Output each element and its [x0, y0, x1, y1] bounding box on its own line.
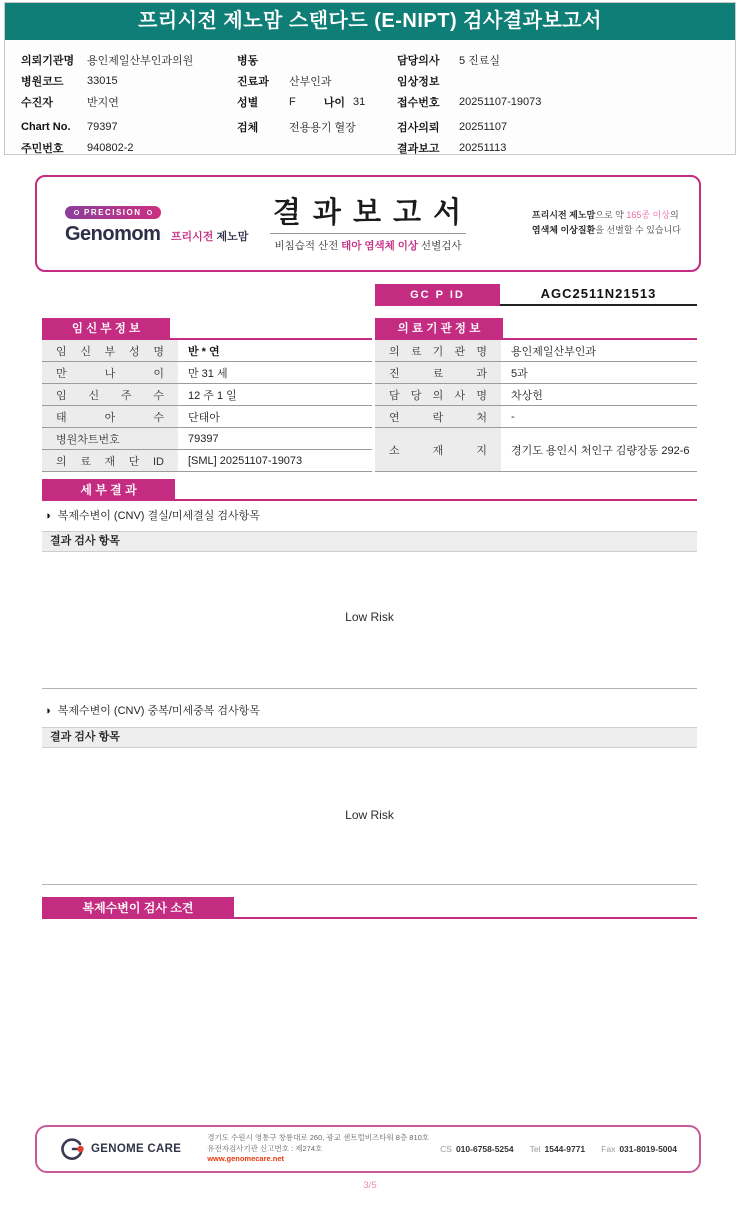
result-banner [35, 175, 701, 272]
table-row: 만 나 이 만 31 세 [42, 362, 372, 384]
table-row: 담 당 의 사 명 차상헌 [375, 384, 697, 406]
section-divider [42, 688, 697, 689]
table-row: 소 재 지 경기도 용인시 처인구 김량장동 292-6 [375, 428, 697, 472]
field-patient-name: 수진자 반지연 [21, 96, 119, 109]
table-row: 의 료 기 관 명 용인제일산부인과 [375, 340, 697, 362]
header-column-1 [21, 49, 233, 158]
field-receipt-no: 접수번호 20251107-19073 [397, 95, 542, 109]
field-ward: 병동 [237, 54, 259, 67]
brand-name-korean: 프리시전 제노맘 [170, 231, 249, 243]
details-section-title: 세 부 결 과 [42, 479, 175, 501]
field-request-date: 검사의뢰 20251107 [397, 120, 508, 134]
banner-title-underline [270, 233, 466, 234]
details-section-header [42, 479, 697, 501]
header-column-3 [397, 49, 707, 158]
page-number: 3/5 [363, 1180, 377, 1191]
footer-address-line2: 유전자검사기관 신고번호 : 제274호 [207, 1143, 323, 1153]
field-sex-age: 성별 F 나이 31 [237, 95, 366, 109]
document-header [4, 2, 736, 155]
footer-fax: Fax 031-8019-5004 [601, 1144, 677, 1154]
footer [35, 1125, 701, 1173]
table-row: 임 신 부 성 명 반 * 연 [42, 340, 372, 362]
gcp-id-label: GC P ID [375, 284, 500, 306]
findings-section-title: 복제수변이 검사 소견 [42, 897, 234, 919]
cnv-duplication-result: Low Risk [345, 808, 394, 822]
field-requesting-org: 의뢰기관명 용인제일산부인과의원 [21, 54, 194, 67]
result-items-header: 결과 검사 항목 [42, 727, 697, 748]
field-report-date: 결과보고 20251113 [397, 141, 507, 155]
footer-brand-name: GENOME CARE [91, 1143, 182, 1155]
clinic-info-title: 의 료 기 관 정 보 [375, 318, 503, 340]
banner-tagline: 프리시전 제노맘으로 약 165종 이상의 염색체 이상질환을 선별할 수 있습니다 [531, 210, 681, 235]
clinic-info-table [375, 318, 697, 472]
footer-address [207, 1133, 429, 1165]
banner-title: 결 과 보 고 서 [272, 197, 464, 229]
gcp-id-row [375, 284, 697, 306]
table-row: 태 아 수 단태아 [42, 406, 372, 428]
field-doctor: 담당의사 5 진료실 [397, 54, 501, 67]
pregnant-info-table [42, 318, 372, 472]
cnv-duplication-heading: ◑ 복제수변이 (CNV) 중복/미세중복 검사항목 [44, 705, 260, 717]
genome-care-logo-icon [59, 1136, 85, 1162]
field-specimen: 검체 전용용기 혈장 [237, 121, 356, 134]
half-circle-icon: ◑ [44, 705, 51, 717]
table-row: 의 료 재 단 ID [SML] 20251107-19073 [42, 450, 372, 472]
table-row: 임 신 주 수 12 주 1 일 [42, 384, 372, 406]
banner-subtitle: 비침습적 산전 태아 염색체 이상 선별검사 [274, 240, 462, 252]
gcp-id-value: AGC2511N21513 [500, 284, 697, 306]
table-row: 병원차트번호 79397 [42, 428, 372, 450]
table-row: 연 락 처 - [375, 406, 697, 428]
brand-name: Genomom [65, 223, 161, 245]
pregnant-info-title: 임 신 부 정 보 [42, 318, 170, 340]
table-row: 진 료 과 5과 [375, 362, 697, 384]
footer-cs-phone: CS 010-6758-5254 [440, 1144, 514, 1154]
document-title: 프리시전 제노맘 스탠다드 (E-NIPT) 검사결과보고서 [5, 3, 735, 40]
field-department: 진료과 산부인과 [237, 75, 332, 88]
footer-address-line1: 경기도 수원시 영통구 창룡대로 260, 광교 센트럴비즈타워 8층 810호 [207, 1133, 430, 1143]
section-divider [42, 884, 697, 885]
field-resident-no: 주민번호 940802-2 [21, 141, 134, 155]
footer-website-link[interactable]: www.genomecare.net [207, 1154, 285, 1164]
findings-section-header [42, 897, 697, 919]
cnv-deletion-heading: ◑ 복제수변이 (CNV) 결실/미세결실 검사항목 [44, 510, 260, 522]
cnv-deletion-result: Low Risk [345, 610, 394, 624]
field-chart-no: Chart No. 79397 [21, 120, 118, 133]
field-hospital-code: 병원코드 33015 [21, 74, 118, 88]
precision-badge: PRECISION [65, 206, 161, 219]
field-clinical-info: 임상정보 [397, 75, 440, 88]
half-circle-icon: ◑ [44, 510, 51, 522]
genome-care-logo [59, 1136, 181, 1162]
footer-contacts [440, 1144, 677, 1154]
header-column-2 [237, 49, 395, 137]
footer-tel: Tel 1544-9771 [529, 1144, 586, 1154]
result-items-header: 결과 검사 항목 [42, 531, 697, 552]
